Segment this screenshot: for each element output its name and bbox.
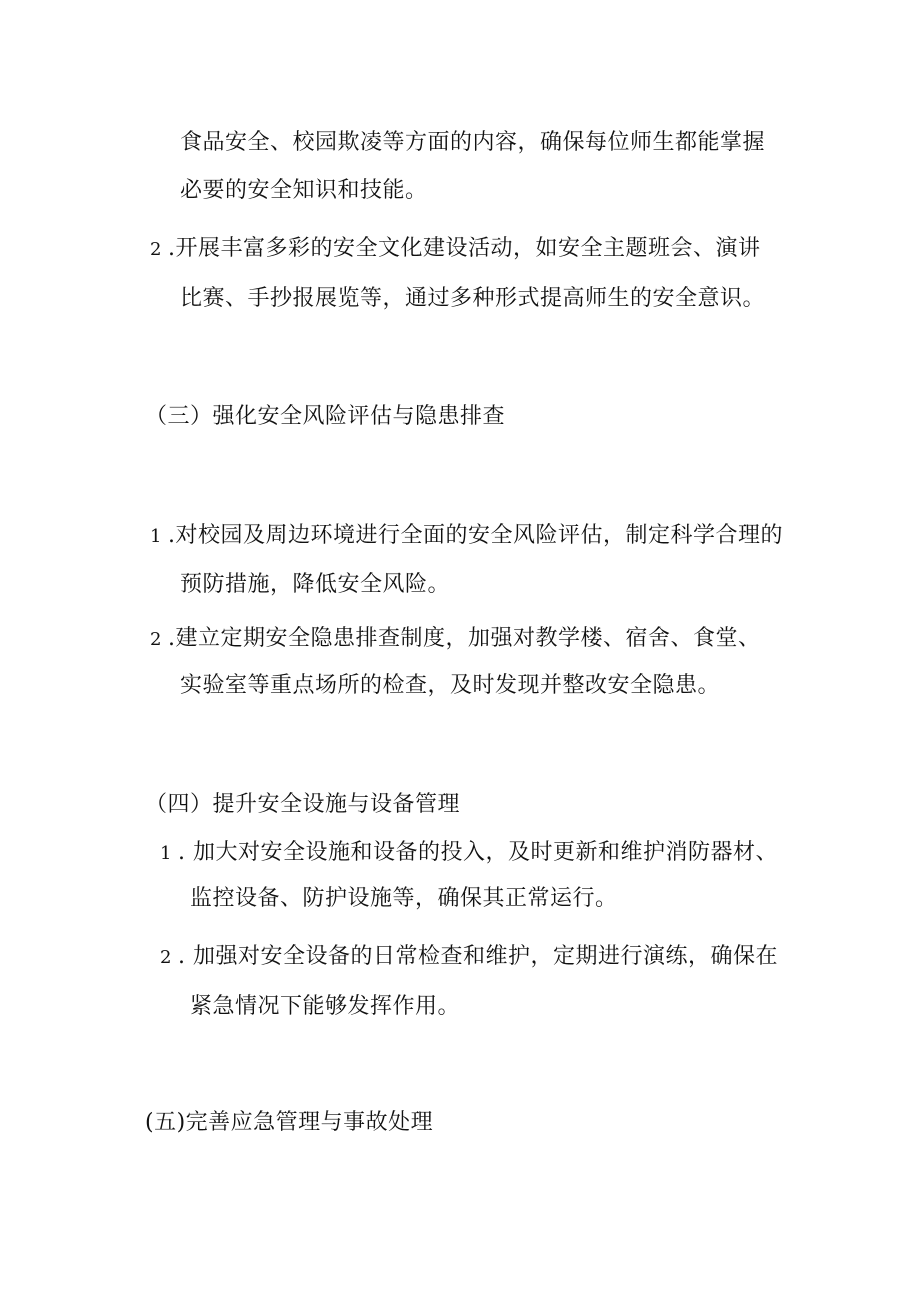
paragraph-line xyxy=(180,128,765,158)
section-heading xyxy=(145,1108,433,1138)
heading-text: (五)完善应急管理与事故处理 xyxy=(145,1110,434,1135)
paragraph-line xyxy=(190,992,460,1022)
text-span: 必要的安全知识和技能。 xyxy=(180,178,428,203)
paragraph-line xyxy=(180,284,765,314)
text-span: 比赛、手抄报展览等，通过多种形式提高师生的安全意识。 xyxy=(180,286,766,311)
text-span: 预防措施，降低安全风险。 xyxy=(180,572,451,597)
list-number: 1 xyxy=(150,526,162,547)
text-span: .建立定期安全隐患排查制度，加强对教学楼、宿舍、食堂、 xyxy=(167,626,761,651)
text-span: .对校园及周边环境进行全面的安全风险评估，制定科学合理的 xyxy=(167,523,783,548)
list-number: 1 xyxy=(160,843,172,864)
text-span: 监控设备、防护设施等，确保其正常运行。 xyxy=(190,886,618,911)
text-span: . 加强对安全设备的日常检查和维护，定期进行演练，确保在 xyxy=(177,944,778,969)
section-heading xyxy=(145,402,505,432)
text-span: 紧急情况下能够发挥作用。 xyxy=(190,994,461,1019)
heading-text: （四）提升安全设施与设备管理 xyxy=(145,792,461,817)
paragraph-line xyxy=(180,671,720,701)
list-item-line xyxy=(150,234,760,265)
list-item-line xyxy=(160,838,778,869)
list-number: 2 xyxy=(160,947,172,968)
list-number: 2 xyxy=(150,629,162,650)
heading-text: （三）强化安全风险评估与隐患排查 xyxy=(145,404,506,429)
text-span: . 加大对安全设施和设备的投入，及时更新和维护消防器材、 xyxy=(177,840,778,865)
list-item-line xyxy=(150,521,783,552)
paragraph-line xyxy=(180,570,450,600)
list-item-line xyxy=(160,942,778,973)
list-item-line xyxy=(150,624,760,655)
text-span: 食品安全、校园欺凌等方面的内容，确保每位师生都能掌握 xyxy=(180,130,766,155)
text-span: .开展丰富多彩的安全文化建设活动，如安全主题班会、演讲 xyxy=(167,236,761,261)
paragraph-line xyxy=(180,176,428,206)
text-span: 实验室等重点场所的检查，及时发现并整改安全隐患。 xyxy=(180,673,721,698)
paragraph-line xyxy=(190,884,618,914)
list-number: 2 xyxy=(150,239,162,260)
section-heading xyxy=(145,790,460,820)
